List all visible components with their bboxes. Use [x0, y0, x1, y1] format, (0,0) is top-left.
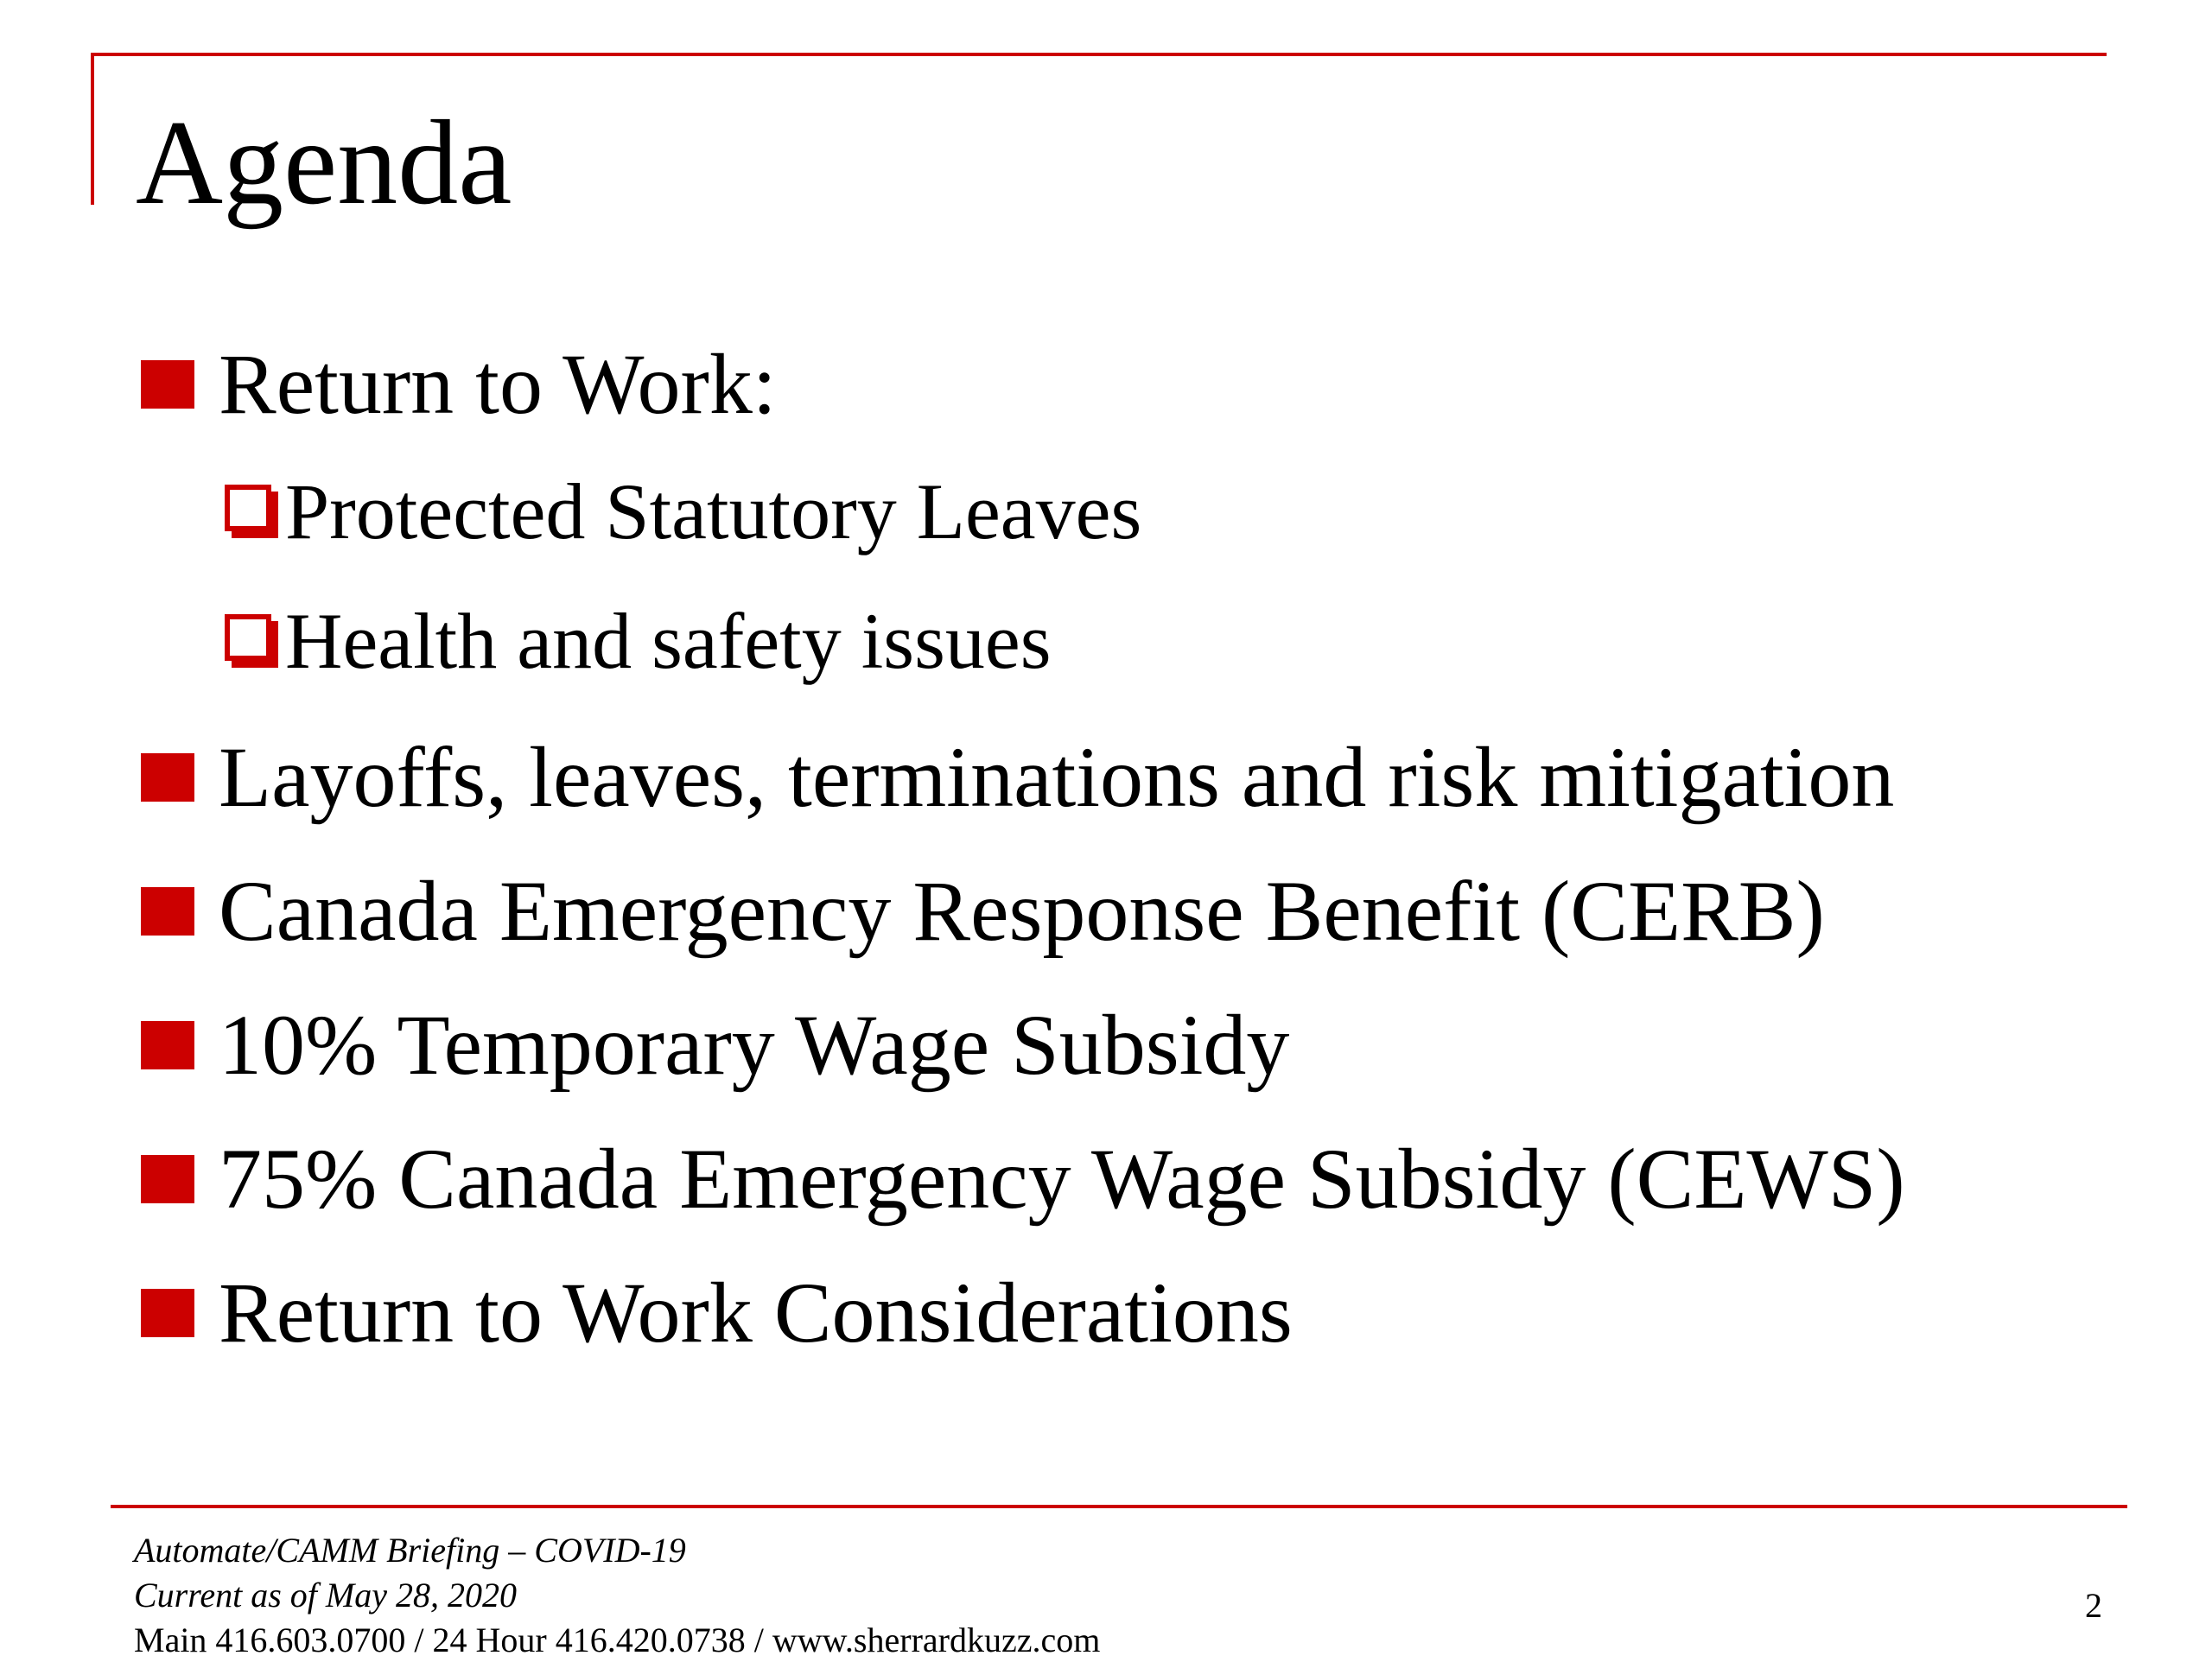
footer-current-date: Current as of May 28, 2020 — [134, 1576, 517, 1614]
agenda-item-return-considerations — [141, 1261, 1293, 1365]
agenda-item-layoffs — [141, 726, 1894, 829]
agenda-item-label: 75% Canada Emergency Wage Subsidy (CEWS) — [219, 1131, 1905, 1227]
slide-title: Agenda — [136, 96, 512, 230]
page-number: 2 — [2085, 1586, 2102, 1625]
agenda-subitem-health-safety — [225, 593, 1052, 688]
square-bullet-icon — [141, 1021, 194, 1069]
box-bullet-icon — [225, 614, 278, 668]
agenda-item-label: Return to Work Considerations — [219, 1265, 1293, 1361]
agenda-item-cerb — [141, 860, 1825, 963]
footer-contact-info: Main 416.603.0700 / 24 Hour 416.420.0738 / www.sherrardkuzz.com — [134, 1621, 1101, 1659]
footer-accent-rule — [111, 1505, 2127, 1508]
box-bullet-icon — [225, 485, 278, 538]
agenda-item-cews — [141, 1127, 1905, 1231]
agenda-item-label: Return to Work: — [219, 336, 777, 432]
agenda-item-temporary-wage-subsidy — [141, 993, 1289, 1097]
square-bullet-icon — [141, 1155, 194, 1203]
agenda-item-label: Layoffs, leaves, terminations and risk mitigation — [219, 729, 1895, 825]
agenda-subitem-label: Health and safety issues — [285, 597, 1052, 685]
agenda-item-label: Canada Emergency Response Benefit (CERB) — [219, 863, 1825, 959]
agenda-item-label: 10% Temporary Wage Subsidy — [219, 997, 1290, 1093]
agenda-item-return-to-work — [141, 333, 777, 436]
square-bullet-icon — [141, 887, 194, 936]
footer-briefing-title: Automate/CAMM Briefing – COVID-19 — [134, 1531, 686, 1570]
square-bullet-icon — [141, 1289, 194, 1337]
agenda-subitem-statutory-leaves — [225, 464, 1141, 559]
agenda-subitem-label: Protected Statutory Leaves — [285, 467, 1142, 555]
square-bullet-icon — [141, 753, 194, 802]
square-bullet-icon — [141, 360, 194, 409]
